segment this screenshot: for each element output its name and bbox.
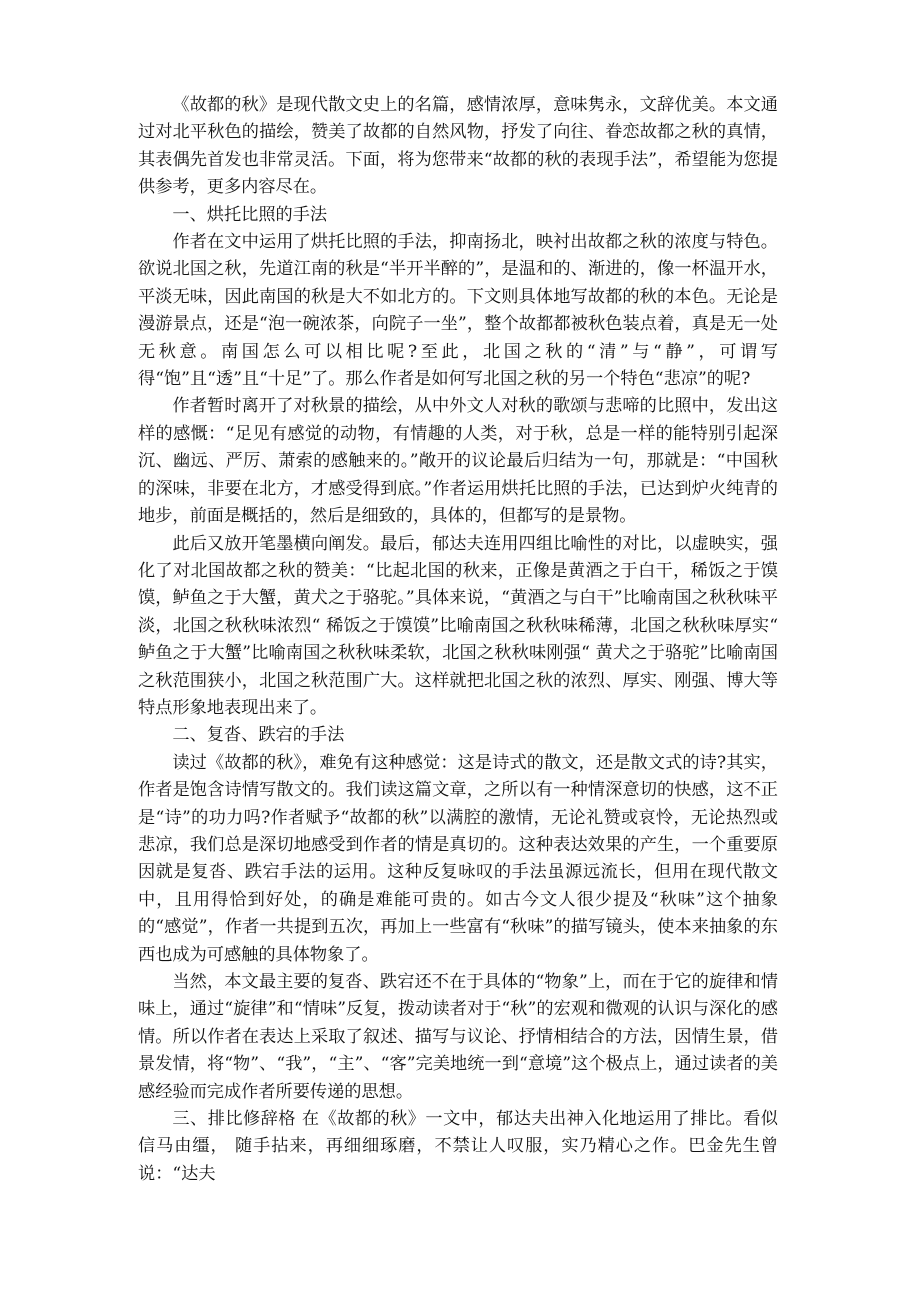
paragraph-parallelism: 三、排比修辞格 在《故都的秋》一文中，郁达夫出神入化地运用了排比。看似信马由缰， 随手拈来，再细细琢磨，不禁让人叹服，实乃精心之作。巴金先生曾说：“达夫 bbox=[138, 1109, 778, 1184]
paragraph-contrast-1: 作者在文中运用了烘托比照的手法，抑南扬北，映衬出故都之秋的浓度与特色。欲说北国之秋，先道江南的秋是“半开半醉的”，是温和的、渐进的，像一杯温开水，平淡无味，因此南国的秋是大不如北方的。下文则具体地写故都的秋的本色。无论是漫游景点，还是“泡一碗浓茶，向院子一坐”，整个故都都被秋色装点着，真是无一处无秋意。南国怎么可以相比呢?至此，北国之秋的“清”与“静”，可谓写得“饱”且“透”且“十足”了。那么作者是如何写北国之秋的另一个特色“悲凉”的呢? bbox=[138, 232, 778, 390]
section-heading-1: 一、烘托比照的手法 bbox=[172, 204, 328, 225]
document-body bbox=[138, 92, 778, 1188]
paragraph-repetition-2: 当然，本文最主要的复沓、跌宕还不在于具体的“物象”上，而在于它的旋律和情味上，通过“旋律”和“情味”反复，拨动读者对于“秋”的宏观和微观的认识与深化的感情。所以作者在表达上采取了叙述、描写与议论、抒情相结合的方法，因情生景，借景发情，将“物”、“我”，“主”、“客”完美地统一到“意境”这个极点上，通过读者的美感经验而完成作者所要传递的思想。 bbox=[138, 972, 778, 1102]
section-heading-2: 二、复沓、跌宕的手法 bbox=[172, 725, 345, 746]
paragraph-contrast-2: 作者暂时离开了对秋景的描绘，从中外文人对秋的歌颂与悲啼的比照中，发出这样的感慨：“足见有感觉的动物，有情趣的人类，对于秋，总是一样的能特别引起深沉、幽远、严厉、萧索的感触来的。”敞开的议论最后归结为一句，那就是：“中国秋的深味，非要在北方，才感受得到底。”作者运用烘托比照的手法，已达到炉火纯青的地步，前面是概括的，然后是细致的，具体的，但都写的是景物。 bbox=[138, 396, 778, 527]
paragraph-contrast-3: 此后又放开笔墨横向阐发。最后，郁达夫连用四组比喻性的对比，以虚映实，强化了对北国故都之秋的赞美：“比起北国的秋来，正像是黄酒之于白干，稀饭之于馍馍，鲈鱼之于大蟹，黄犬之于骆驼。”具体来说，“黄酒之与白干”比喻南国之秋秋味平淡，北国之秋秋味浓烈“ 稀饭之于馍馍”比喻南国之秋秋味稀薄，北国之秋秋味厚实“ 鲈鱼之于大蟹”比喻南国之秋秋味柔软，北国之秋秋味刚强“ 黄犬之于骆驼”比喻南国之秋范围狭小，北国之秋范围广大。这样就把北国之秋的浓烈、厚实、刚强、博大等特点形象地表现出来了。 bbox=[138, 533, 778, 718]
paragraph-intro: 《故都的秋》是现代散文史上的名篇，感情浓厚，意味隽永，文辞优美。本文通过对北平秋色的描绘，赞美了故都的自然风物，抒发了向往、眷恋故都之秋的真情，其表偶先首发也非常灵活。下面，将为您带来“故都的秋的表现手法”，希望能为您提供参考，更多内容尽在。 bbox=[138, 95, 778, 198]
paragraph-repetition-1: 读过《故都的秋》，难免有这种感觉：这是诗式的散文，还是散文式的诗?其实，作者是饱含诗情写散文的。我们读这篇文章，之所以有一种情深意切的快感，这不正是“诗”的功力吗?作者赋予“故都的秋”以满腔的激情，无论礼赞或哀怜，无论热烈或悲凉，我们总是深切地感受到作者的情是真切的。这种表达效果的产生，一个重要原因就是复沓、跌宕手法的运用。这种反复咏叹的手法虽源远流长，但用在现代散文中，且用得恰到好处，的确是难能可贵的。如古今文人很少提及“秋味”这个抽象的“感觉”，作者一共提到五次，再加上一些富有“秋味”的描写镜头，使本来抽象的东西也成为可感触的具体物象了。 bbox=[138, 752, 778, 965]
